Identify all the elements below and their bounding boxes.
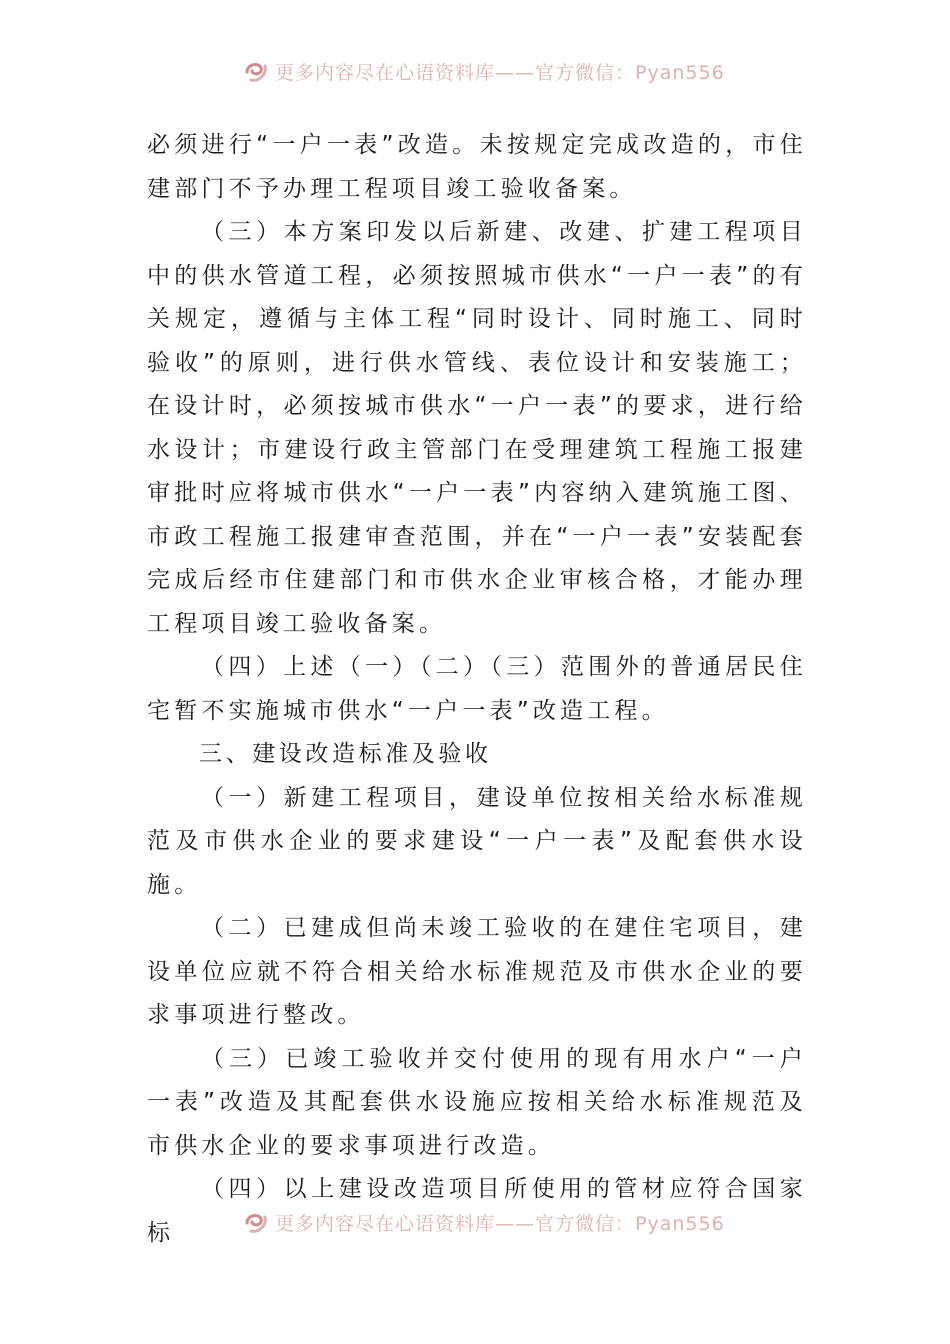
document-body bbox=[147, 124, 807, 1255]
paragraph-standard-1: （一）新建工程项目，建设单位按相关给水标准规范及市供水企业的要求建设“一户一表”及配套供水设施。 bbox=[147, 784, 807, 898]
footer-watermark bbox=[243, 1207, 725, 1237]
swirl-logo-icon bbox=[243, 58, 269, 84]
watermark-text: 更多内容尽在心语资料库——官方微信：Pyan556 bbox=[275, 1212, 725, 1235]
swirl-logo-icon bbox=[243, 1209, 269, 1235]
header-watermark bbox=[243, 56, 725, 86]
paragraph-standard-2: （二）已建成但尚未竣工验收的在建住宅项目，建设单位应就不符合相关给水标准规范及市供水企业的要求事项进行整改。 bbox=[147, 915, 807, 1028]
paragraph-continuation: 必须进行“一户一表”改造。未按规定完成改造的，市住建部门不予办理工程项目竣工验收备案。 bbox=[147, 132, 807, 202]
paragraph-standard-4: （四）以上建设改造项目所使用的管材应符合国家标 bbox=[147, 1176, 807, 1246]
watermark-text: 更多内容尽在心语资料库——官方微信：Pyan556 bbox=[275, 61, 725, 84]
paragraph-standard-3: （三）已竣工验收并交付使用的现有用水户“一户一表”改造及其配套供水设施应按相关给水标准规范及市供水企业的要求事项进行改造。 bbox=[147, 1045, 807, 1159]
paragraph-item-3: （三）本方案印发以后新建、改建、扩建工程项目中的供水管道工程，必须按照城市供水“一户一表”的有关规定，遵循与主体工程“同时设计、同时施工、同时验收”的原则，进行供水管线、表位设计和安装施工；在设计时，必须按城市供水“一户一表”的要求，进行给水设计；市建设行政主管部门在受理建筑工程施工报建审批时应将城市供水“一户一表”内容纳入建筑施工图、市政工程施工报建审查范围，并在“一户一表”安装配套完成后经市住建部门和市供水企业审核合格，才能办理工程项目竣工验收备案。 bbox=[147, 219, 807, 637]
section-heading: 三、建设改造标准及验收 bbox=[199, 741, 492, 767]
paragraph-item-4: （四）上述（一）（二）（三）范围外的普通居民住宅暂不实施城市供水“一户一表”改造工程。 bbox=[147, 654, 807, 724]
